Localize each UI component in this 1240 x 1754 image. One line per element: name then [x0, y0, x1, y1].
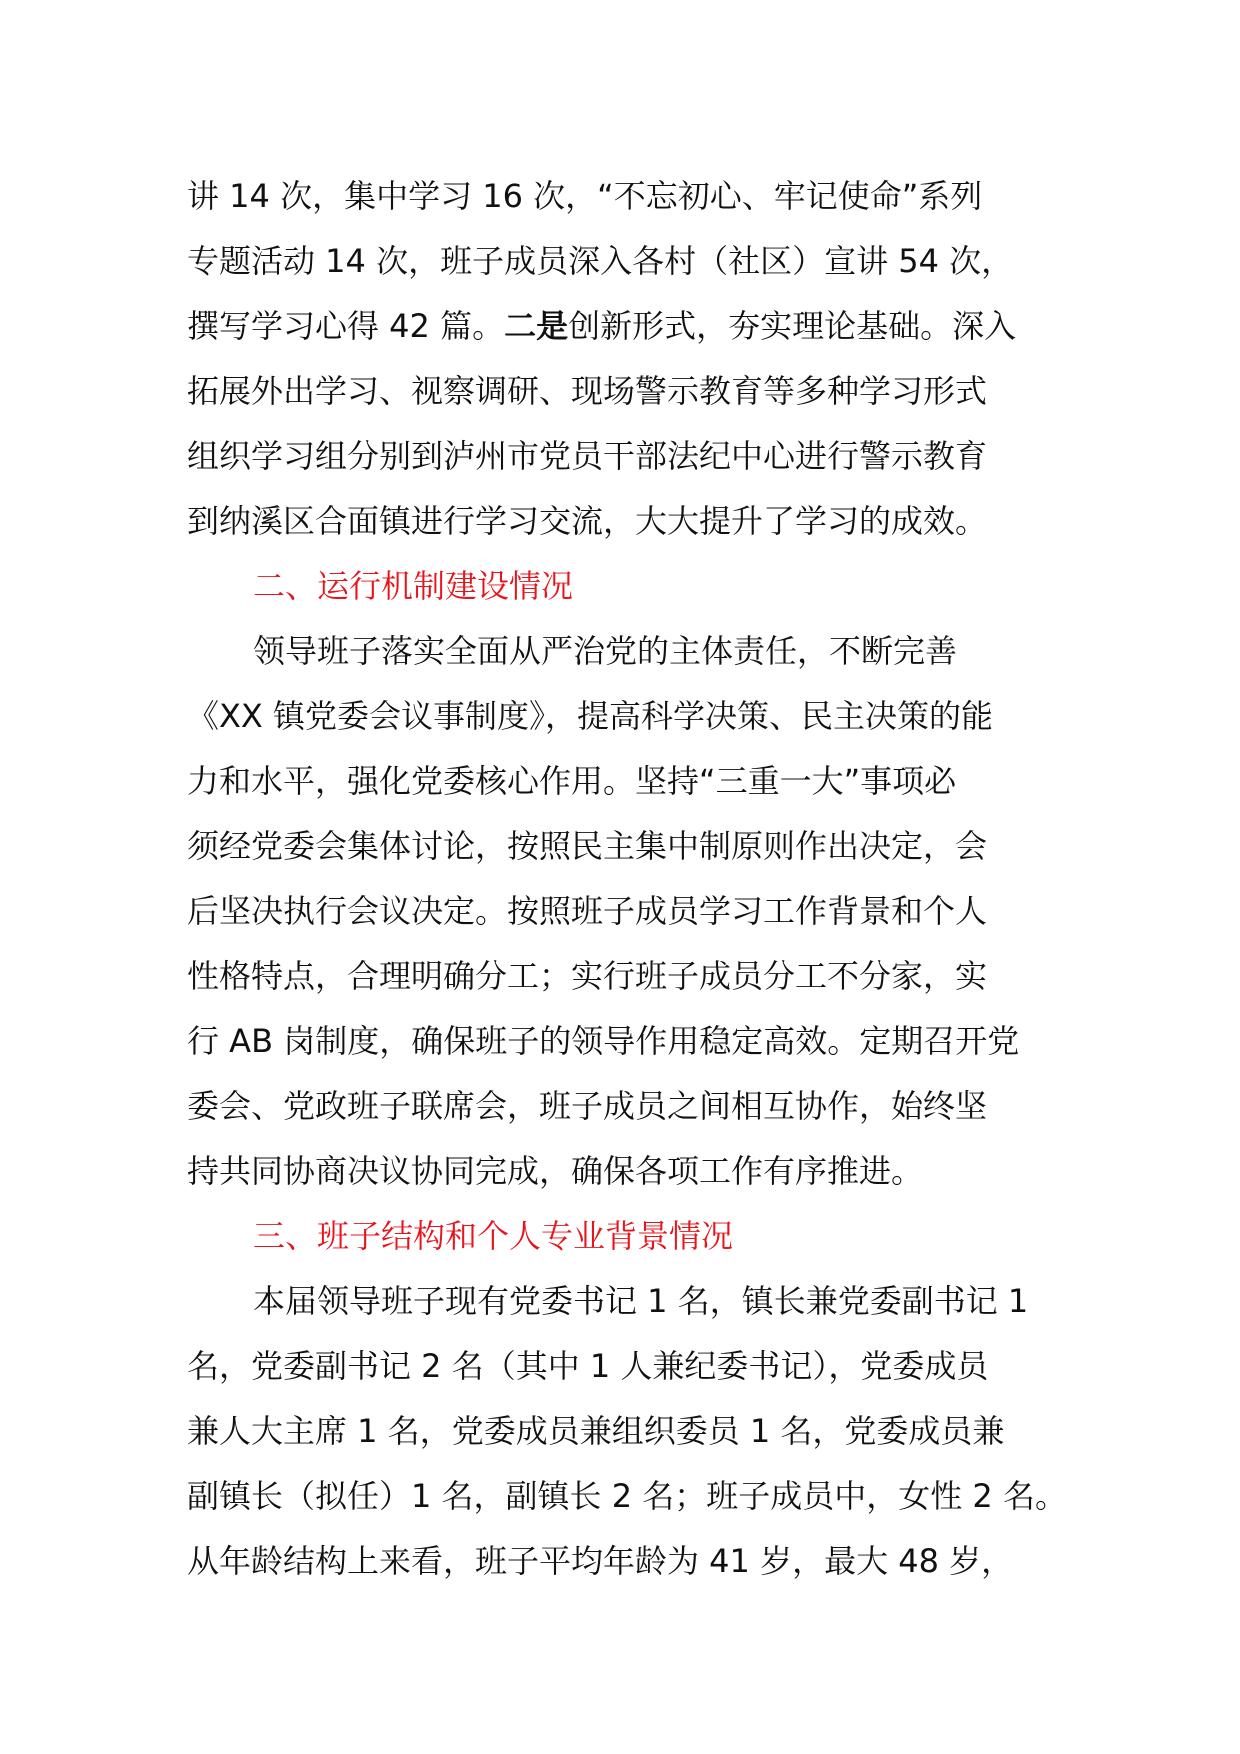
- body-line: 到纳溪区合面镇进行学习交流，大大提升了学习的成效。: [187, 502, 988, 540]
- body-line: 行 AB 岗制度，确保班子的领导作用稳定高效。定期召开党: [187, 1022, 1020, 1060]
- body-line: 《XX 镇党委会议事制度》，提高科学决策、民主决策的能: [187, 697, 994, 735]
- section-heading-3: 三、班子结构和个人专业背景情况: [253, 1217, 734, 1255]
- body-line: 兼人大主席 1 名，党委成员兼组织委员 1 名，党委成员兼: [187, 1412, 1005, 1450]
- bold-emphasis: 二是: [504, 307, 569, 345]
- body-line: 名，党委副书记 2 名（其中 1 人兼纪委书记），党委成员: [187, 1347, 989, 1385]
- body-line: 专题活动 14 次，班子成员深入各村（社区）宣讲 54 次，: [187, 242, 1014, 280]
- body-line: 副镇长（拟任）1 名，副镇长 2 名；班子成员中，女性 2 名。: [187, 1477, 1067, 1515]
- body-line: 从年龄结构上来看，班子平均年龄为 41 岁，最大 48 岁，: [187, 1542, 1014, 1580]
- document-body: [187, 164, 1067, 1594]
- paragraph-first-line: 本届领导班子现有党委书记 1 名，镇长兼党委副书记 1: [253, 1282, 1029, 1320]
- body-line: 讲 14 次，集中学习 16 次，“不忘初心、牢记使命”系列: [187, 177, 983, 215]
- body-line: 后坚决执行会议决定。按照班子成员学习工作背景和个人: [187, 892, 988, 930]
- body-text: 创新形式，夯实理论基础。深入: [568, 307, 1017, 345]
- body-line: 须经党委会集体讨论，按照民主集中制原则作出决定，会: [187, 827, 988, 865]
- section-heading-2: 二、运行机制建设情况: [253, 567, 574, 605]
- body-text: 撰写学习心得 42 篇。: [187, 307, 505, 345]
- paragraph-first-line: 领导班子落实全面从严治党的主体责任，不断完善: [253, 632, 958, 670]
- body-line: 力和水平，强化党委核心作用。坚持“三重一大”事项必: [187, 762, 957, 800]
- body-line: 组织学习组分别到泸州市党员干部法纪中心进行警示教育: [187, 437, 988, 475]
- body-line: 持共同协商决议协同完成，确保各项工作有序推进。: [187, 1152, 924, 1190]
- body-line: 拓展外出学习、视察调研、现场警示教育等多种学习形式: [187, 372, 988, 410]
- body-line: [187, 294, 1057, 359]
- body-line: 性格特点，合理明确分工；实行班子成员分工不分家，实: [187, 957, 988, 995]
- body-line: 委会、党政班子联席会，班子成员之间相互协作，始终坚: [187, 1087, 988, 1125]
